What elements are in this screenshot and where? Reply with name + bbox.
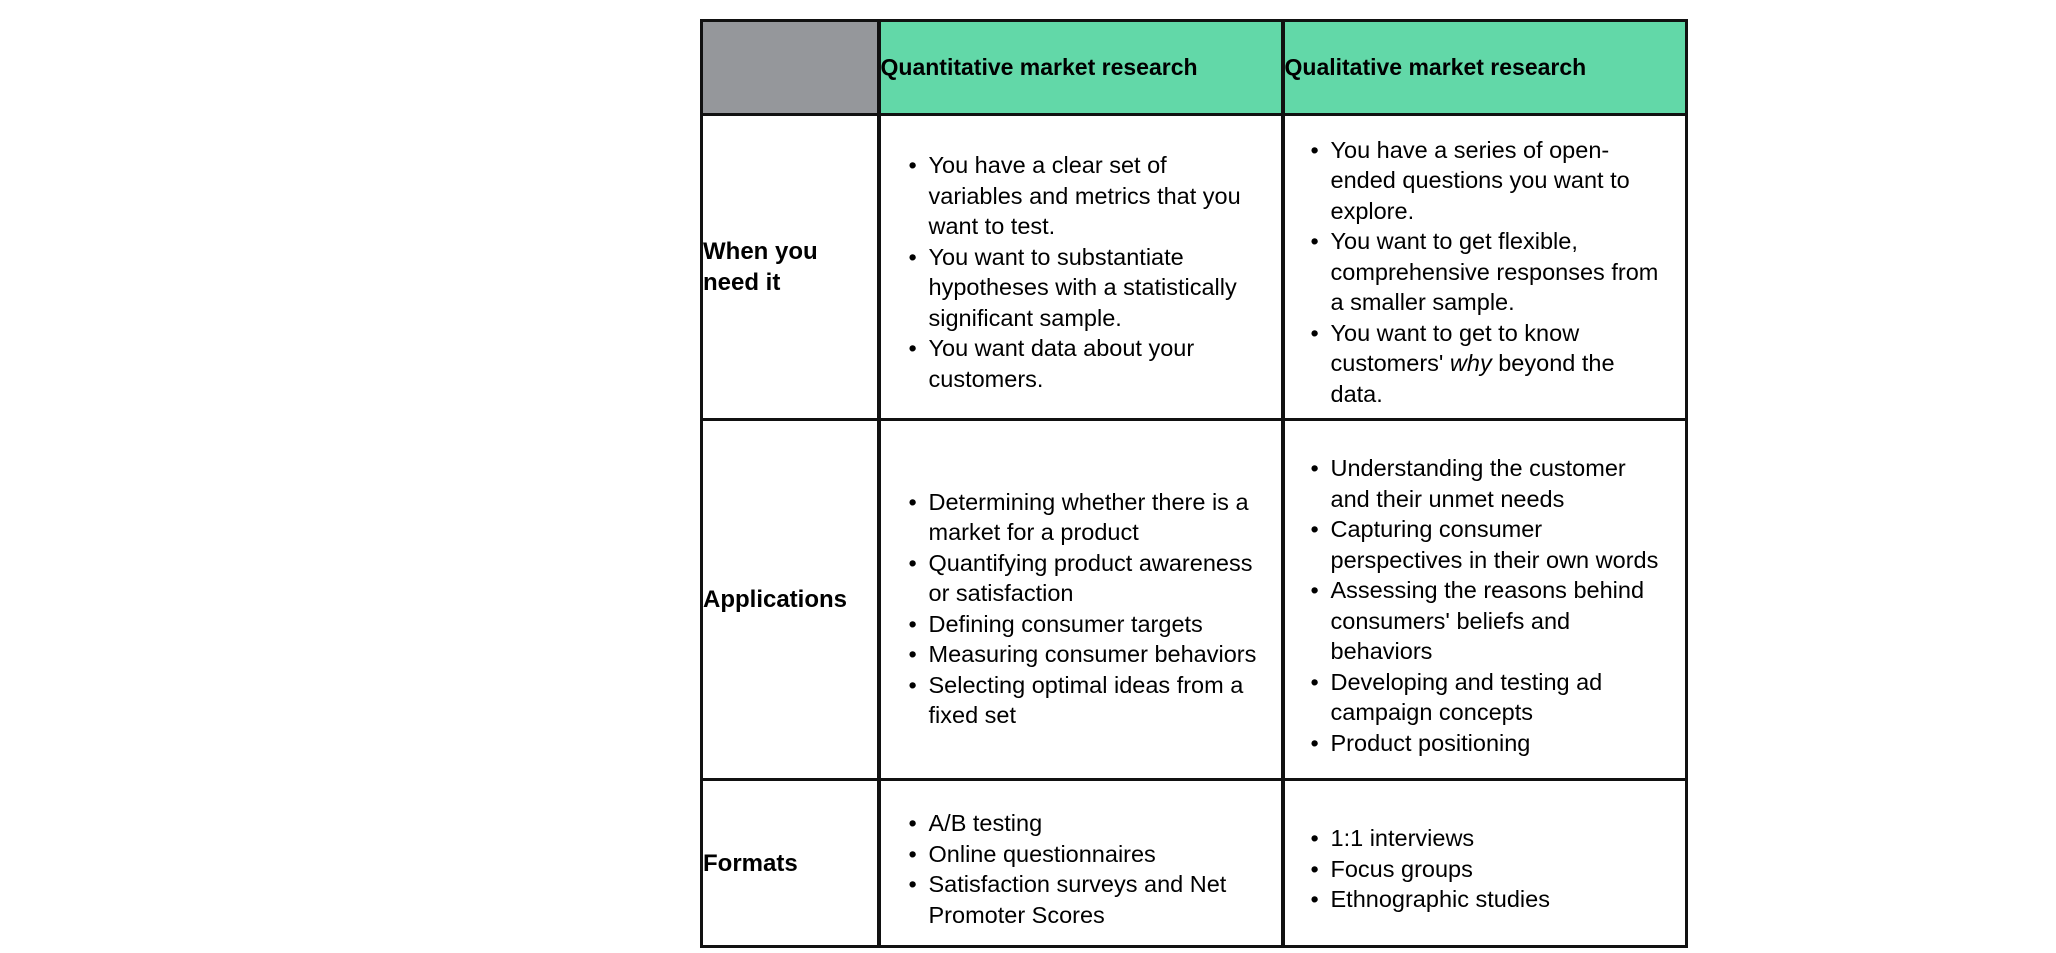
corner-cell bbox=[702, 21, 879, 115]
list-item bbox=[1307, 318, 1668, 410]
bullet-list bbox=[881, 487, 1281, 731]
list-item: • Measuring consumer behaviors bbox=[905, 639, 1263, 670]
cell-quantitative bbox=[879, 115, 1283, 420]
cell-quantitative bbox=[879, 780, 1283, 947]
table-row bbox=[702, 780, 1687, 947]
header-qualitative: Qualitative market research bbox=[1283, 21, 1687, 115]
cell-qualitative bbox=[1283, 420, 1687, 780]
list-item: • Product positioning bbox=[1307, 728, 1668, 759]
text-segment: You want to get to know customers' bbox=[1330, 319, 1580, 377]
header-quantitative: Quantitative market research bbox=[879, 21, 1283, 115]
cell-qualitative bbox=[1283, 115, 1687, 420]
list-item: • Quantifying product awareness or satisfaction bbox=[905, 548, 1263, 609]
emphasis-text: why bbox=[1449, 350, 1492, 377]
list-item: • You want to get flexible, comprehensive responses from a smaller sample. bbox=[1307, 226, 1668, 318]
list-item: • Developing and testing ad campaign concepts bbox=[1307, 667, 1668, 728]
list-item: • Online questionnaires bbox=[905, 839, 1263, 870]
table-row bbox=[702, 420, 1687, 780]
list-item: • Determining whether there is a market for a product bbox=[905, 487, 1263, 548]
text-segment: beyond the data. bbox=[1330, 350, 1615, 407]
bullet-list bbox=[1285, 453, 1686, 758]
list-item: • You have a series of open-ended questions you want to explore. bbox=[1307, 135, 1668, 227]
cell-quantitative bbox=[879, 420, 1283, 780]
list-item: • 1:1 interviews bbox=[1307, 823, 1668, 854]
list-item: • Selecting optimal ideas from a fixed set bbox=[905, 670, 1263, 731]
bullet-list bbox=[881, 150, 1281, 394]
list-item: • Capturing consumer perspectives in their own words bbox=[1307, 514, 1668, 575]
header-row bbox=[702, 21, 1687, 115]
list-item: • You want to substantiate hypotheses with a statistically significant sample. bbox=[905, 242, 1263, 334]
list-item: • Ethnographic studies bbox=[1307, 884, 1668, 915]
bullet-list bbox=[881, 808, 1281, 930]
comparison-table bbox=[700, 19, 1688, 948]
list-item: • Understanding the customer and their unmet needs bbox=[1307, 453, 1668, 514]
list-item: • Defining consumer targets bbox=[905, 609, 1263, 640]
bullet-list bbox=[1285, 135, 1686, 410]
bullet-list bbox=[1285, 823, 1686, 915]
list-item: • Assessing the reasons behind consumers' beliefs and behaviors bbox=[1307, 575, 1668, 667]
row-label: When you need it bbox=[702, 115, 879, 420]
table-row bbox=[702, 115, 1687, 420]
list-item: • You want data about your customers. bbox=[905, 333, 1263, 394]
cell-qualitative bbox=[1283, 780, 1687, 947]
row-label: Applications bbox=[702, 420, 879, 780]
list-item: • A/B testing bbox=[905, 808, 1263, 839]
list-item: • You have a clear set of variables and metrics that you want to test. bbox=[905, 150, 1263, 242]
list-item: • Satisfaction surveys and Net Promoter Scores bbox=[905, 869, 1263, 930]
list-item: • Focus groups bbox=[1307, 854, 1668, 885]
row-label: Formats bbox=[702, 780, 879, 947]
